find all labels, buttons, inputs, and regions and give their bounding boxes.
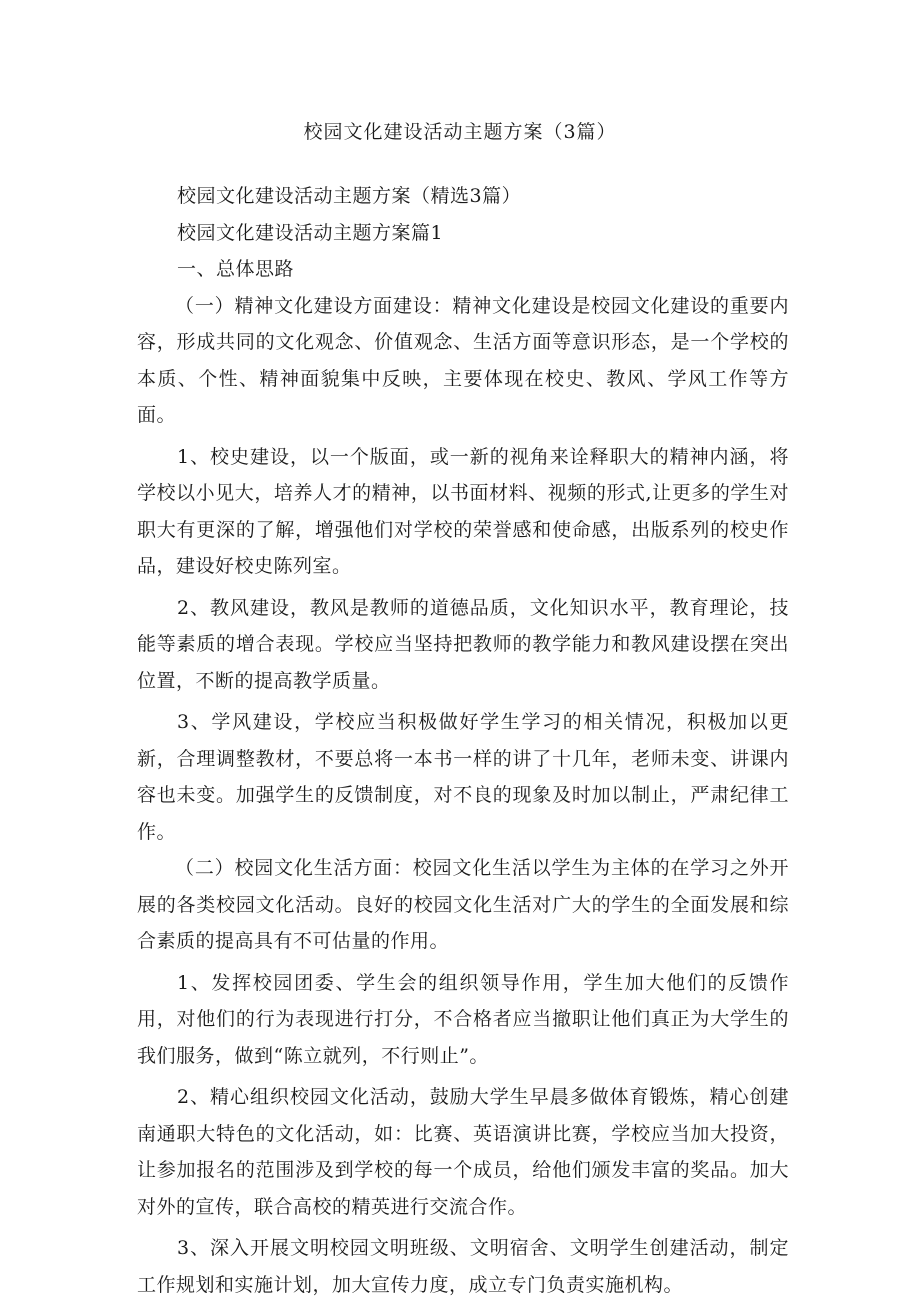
- paragraph: 3、深入开展文明校园文明班级、文明宿舍、文明学生创建活动，制定工作规划和实施计划，加大宣传力度，成立专门负责实施机构。: [137, 1237, 789, 1296]
- paragraph: 1、校史建设，以一个版面，或一新的视角来诠释职大的精神内涵，将学校以小见大，培养人才的精神，以书面材料、视频的形式,让更多的学生对职大有更深的了解，增强他们对学校的荣誉感和使命感，出版系列的校史作品，建设好校史陈列室。: [137, 445, 789, 577]
- subtitle: 校园文化建设活动主题方案（精选3篇）: [177, 185, 522, 207]
- article-heading: 校园文化建设活动主题方案篇1: [177, 221, 444, 244]
- section-heading: 一、总体思路: [177, 258, 295, 280]
- paragraph: 1、发挥校园团委、学生会的组织领导作用，学生加大他们的反馈作用，对他们的行为表现进行打分，不合格者应当撤职让他们真正为大学生的我们服务，做到“陈立就列，不行则止”。: [137, 971, 789, 1067]
- paragraph: （一）精神文化建设方面建设：精神文化建设是校园文化建设的重要内容，形成共同的文化观念、价值观念、生活方面等意识形态，是一个学校的本质、个性、精神面貌集中反映，主要体现在校史、教风、学风工作等方面。: [137, 294, 789, 426]
- paragraph: 3、学风建设，学校应当积极做好学生学习的相关情况，积极加以更新，合理调整教材，不要总将一本书一样的讲了十几年，老师未变、讲课内容也未变。加强学生的反馈制度，对不良的现象及时加以制止，严肃纪律工作。: [137, 711, 789, 843]
- paragraph: （二）校园文化生活方面：校园文化生活以学生为主体的在学习之外开展的各类校园文化活动。良好的校园文化生活对广大的学生的全面发展和综合素质的提高具有不可估量的作用。: [137, 857, 789, 952]
- document-body: [137, 178, 789, 1303]
- paragraph: 2、精心组织校园文化活动，鼓励大学生早晨多做体育锻炼，精心创建南通职大特色的文化活动，如：比赛、英语演讲比赛，学校应当加大投资，让参加报名的范围涉及到学校的每一个成员，给他们颁发丰富的奖品。加大对外的宣传，联合高校的精英进行交流合作。: [137, 1086, 789, 1218]
- page-title: 校园文化建设活动主题方案（3篇）: [303, 121, 617, 143]
- paragraph: 2、教风建设，教风是教师的道德品质，文化知识水平，教育理论，技能等素质的增合表现。学校应当坚持把教师的教学能力和教风建设摆在突出位置，不断的提高教学质量。: [137, 596, 789, 692]
